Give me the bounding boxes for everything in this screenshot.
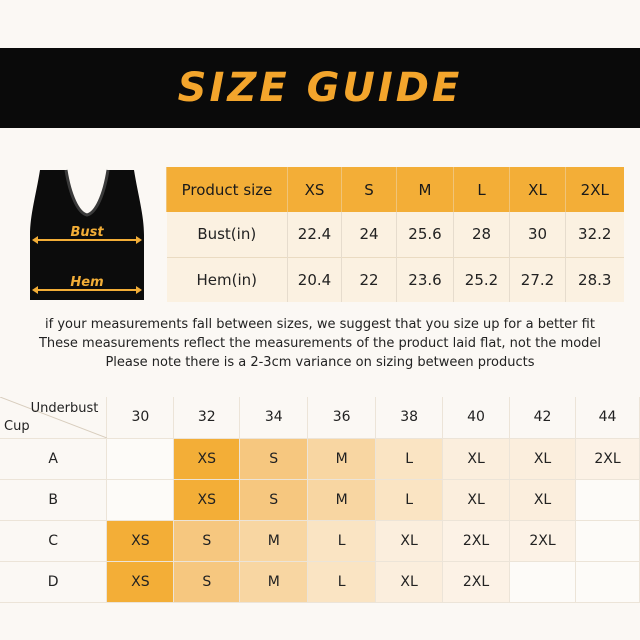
cup-size-cell: M — [240, 561, 308, 602]
size-header-cell: XL — [510, 167, 566, 212]
cup-size-cell: L — [376, 479, 443, 520]
measurement-cell: 27.2 — [510, 257, 566, 302]
cup-size-cell: S — [174, 561, 240, 602]
cup-size-cell: S — [240, 479, 308, 520]
cup-size-cell — [575, 479, 639, 520]
cup-size-cell: L — [308, 520, 376, 561]
note-line: These measurements reflect the measurements of the product laid flat, not the model — [38, 336, 602, 351]
note-line: if your measurements fall between sizes, we suggest that you size up for a better fit — [45, 317, 595, 332]
bust-row — [167, 212, 624, 257]
hem-label: Hem — [70, 275, 104, 290]
hem-row — [167, 257, 624, 302]
measurement-cell: 28 — [454, 212, 510, 257]
measurement-cell: 23.6 — [397, 257, 454, 302]
product-size-table — [166, 167, 624, 302]
measurement-cell: 20.4 — [288, 257, 342, 302]
cup-row-label: A — [0, 438, 107, 479]
title-banner — [0, 48, 640, 128]
cup-size-table — [0, 397, 640, 603]
size-header-cell: M — [397, 167, 454, 212]
underbust-label: Underbust — [30, 401, 99, 416]
size-header-cell: L — [454, 167, 510, 212]
cup-size-cell — [575, 520, 639, 561]
size-header-cell: S — [342, 167, 397, 212]
underbust-header-row — [0, 397, 640, 438]
size-header-cell: XS — [288, 167, 342, 212]
underbust-cell: 44 — [575, 397, 639, 438]
cup-size-cell — [107, 479, 174, 520]
measurement-cell: 32.2 — [566, 212, 624, 257]
underbust-cell: 42 — [510, 397, 576, 438]
size-header-row — [167, 167, 624, 212]
underbust-cell: 32 — [174, 397, 240, 438]
underbust-cell: 36 — [308, 397, 376, 438]
cup-size-cell: 2XL — [510, 520, 576, 561]
product-size-header: Product size — [167, 167, 288, 212]
cup-size-cell — [575, 561, 639, 602]
cup-size-cell — [107, 438, 174, 479]
cup-size-cell: XS — [174, 438, 240, 479]
size-header-cell: 2XL — [566, 167, 624, 212]
cup-size-cell: 2XL — [443, 520, 510, 561]
cup-size-cell: XL — [443, 479, 510, 520]
cup-size-cell: S — [240, 438, 308, 479]
cup-size-cell: M — [308, 438, 376, 479]
underbust-cell: 40 — [443, 397, 510, 438]
cup-size-cell: XS — [174, 479, 240, 520]
cup-row-label: D — [0, 561, 107, 602]
cup-row-label: C — [0, 520, 107, 561]
measurement-cell: 30 — [510, 212, 566, 257]
measurement-cell: 22.4 — [288, 212, 342, 257]
measurement-cell: 24 — [342, 212, 397, 257]
cup-size-cell: 2XL — [575, 438, 639, 479]
cup-size-cell: XL — [510, 479, 576, 520]
cup-size-cell: 2XL — [443, 561, 510, 602]
cup-size-cell: L — [308, 561, 376, 602]
underbust-cell: 38 — [376, 397, 443, 438]
sizing-notes — [0, 315, 640, 372]
cup-size-cell: M — [240, 520, 308, 561]
underbust-cell: 30 — [107, 397, 174, 438]
measurement-cell: 25.6 — [397, 212, 454, 257]
row-label: Bust(in) — [167, 212, 288, 257]
table-corner — [0, 397, 107, 438]
cup-size-cell: XL — [376, 520, 443, 561]
note-line: Please note there is a 2-3cm variance on sizing between products — [105, 355, 535, 370]
measurement-cell: 22 — [342, 257, 397, 302]
cup-row — [0, 520, 640, 561]
cup-size-cell: XL — [510, 438, 576, 479]
cup-size-cell: S — [174, 520, 240, 561]
sports-bra-illustration — [20, 165, 155, 305]
cup-label: Cup — [4, 418, 30, 434]
cup-row — [0, 438, 640, 479]
cup-size-cell: XS — [107, 561, 174, 602]
cup-size-cell: XS — [107, 520, 174, 561]
measurement-cell: 25.2 — [454, 257, 510, 302]
cup-size-cell: XL — [376, 561, 443, 602]
measurement-cell: 28.3 — [566, 257, 624, 302]
cup-row — [0, 561, 640, 602]
cup-size-cell: XL — [443, 438, 510, 479]
bust-label: Bust — [70, 225, 104, 240]
cup-size-cell: L — [376, 438, 443, 479]
row-label: Hem(in) — [167, 257, 288, 302]
cup-row-label: B — [0, 479, 107, 520]
underbust-cell: 34 — [240, 397, 308, 438]
cup-size-cell: M — [308, 479, 376, 520]
cup-size-cell — [510, 561, 576, 602]
page-title: SIZE GUIDE — [177, 65, 463, 111]
cup-row — [0, 479, 640, 520]
